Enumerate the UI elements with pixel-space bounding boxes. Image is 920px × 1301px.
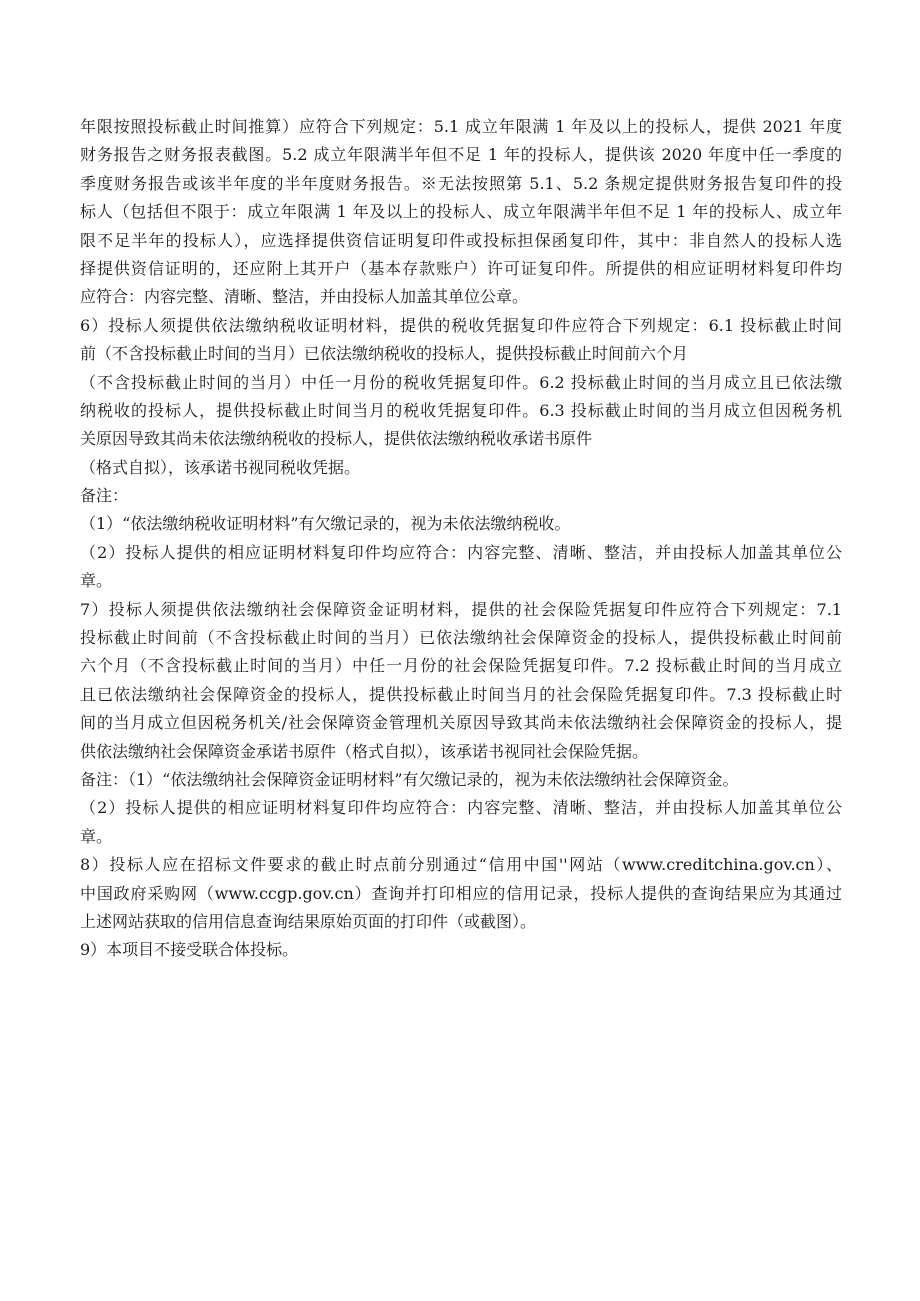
text-line: 中国政府采购网（www.ccgp.gov.cn）查询并打印相应的信用记录，投标人提供的查询结果应为其通过 [80,883,842,903]
text-line: （2）投标人提供的相应证明材料复印件均应符合：内容完整、清晰、整洁，并由投标人加盖其单位公 [80,798,842,818]
text-line: 备注：（1）“依法缴纳社会保障资金证明材料”有欠缴记录的，视为未依法缴纳社会保障资金。 [80,769,739,789]
text-line: 前（不含投标截止时间的当月）已依法缴纳税收的投标人，提供投标截止时间前六个月 [80,344,689,364]
text-line: （不含投标截止时间的当月）中任一月份的税收凭据复印件。6.2 投标截止时间的当月成立且已依法缴 [80,372,842,392]
text-line: 9）本项目不接受联合体投标。 [80,940,299,960]
text-line: 六个月（不含投标截止时间的当月）中任一月份的社会保险凭据复印件。7.2 投标截止时间的当月成立 [80,656,842,676]
text-line: 择提供资信证明的，还应附上其开户（基本存款账户）许可证复印件。所提供的相应证明材料复印件均 [80,258,842,278]
text-line: （格式自拟），该承诺书视同税收凭据。 [80,457,361,477]
text-line: （2）投标人提供的相应证明材料复印件均应符合：内容完整、清晰、整洁，并由投标人加盖其单位公 [80,542,842,562]
text-line: 6）投标人须提供依法缴纳税收证明材料，提供的税收凭据复印件应符合下列规定：6.1 投标截止时间 [80,315,842,335]
text-line: （1）“依法缴纳税收证明材料”有欠缴记录的，视为未依法缴纳税收。 [80,514,571,534]
text-line: 季度财务报告或该半年度的半年度财务报告。※无法按照第 5.1、5.2 条规定提供财务报告复印件的投 [80,173,842,193]
text-line: 间的当月成立但因税务机关/社会保障资金管理机关原因导致其尚未依法缴纳社会保障资金的投标人，提 [80,713,842,733]
text-line: 8）投标人应在招标文件要求的截止时点前分别通过“信用中国''网站（www.creditchina.gov.cn）、 [80,855,842,875]
text-line: 标人（包括但不限于：成立年限满 1 年及以上的投标人、成立年限满半年但不足 1 年的投标人、成立年 [80,202,842,222]
text-line: 章。 [80,571,113,591]
text-line: 投标截止时间前（不含投标截止时间的当月）已依法缴纳社会保障资金的投标人，提供投标截止时间前 [80,628,842,648]
text-line: 年限按照投标截止时间推算）应符合下列规定：5.1 成立年限满 1 年及以上的投标人，提供 2021 年度 [80,117,842,136]
text-line: 上述网站获取的信用信息查询结果原始页面的打印件（或截图）。 [80,911,537,931]
text-line: 章。 [80,826,113,846]
text-line: 且已依法缴纳社会保障资金的投标人，提供投标截止时间当月的社会保险凭据复印件。7.3 投标截止时 [80,684,842,704]
text-line: 纳税收的投标人，提供投标截止时间当月的税收凭据复印件。6.3 投标截止时间的当月成立但因税务机 [80,400,842,420]
text-line: 7）投标人须提供依法缴纳社会保障资金证明材料，提供的社会保险凭据复印件应符合下列规定：7.1 [80,599,842,619]
text-line: 关原因导致其尚未依法缴纳税收的投标人，提供依法缴纳税收承诺书原件 [80,429,593,449]
text-line: 应符合：内容完整、清晰、整洁，并由投标人加盖其单位公章。 [80,287,529,307]
text-line: 财务报告之财务报表截图。5.2 成立年限满半年但不足 1 年的投标人，提供该 2020 年度中任一季度的 [80,145,842,165]
text-line: 供依法缴纳社会保障资金承诺书原件（格式自拟），该承诺书视同社会保险凭据。 [80,741,649,761]
document-body [80,113,842,965]
text-line: 限不足半年的投标人），应选择提供资信证明复印件或投标担保函复印件，其中：非自然人的投标人选 [80,230,842,250]
text-line: 备注： [80,486,129,506]
